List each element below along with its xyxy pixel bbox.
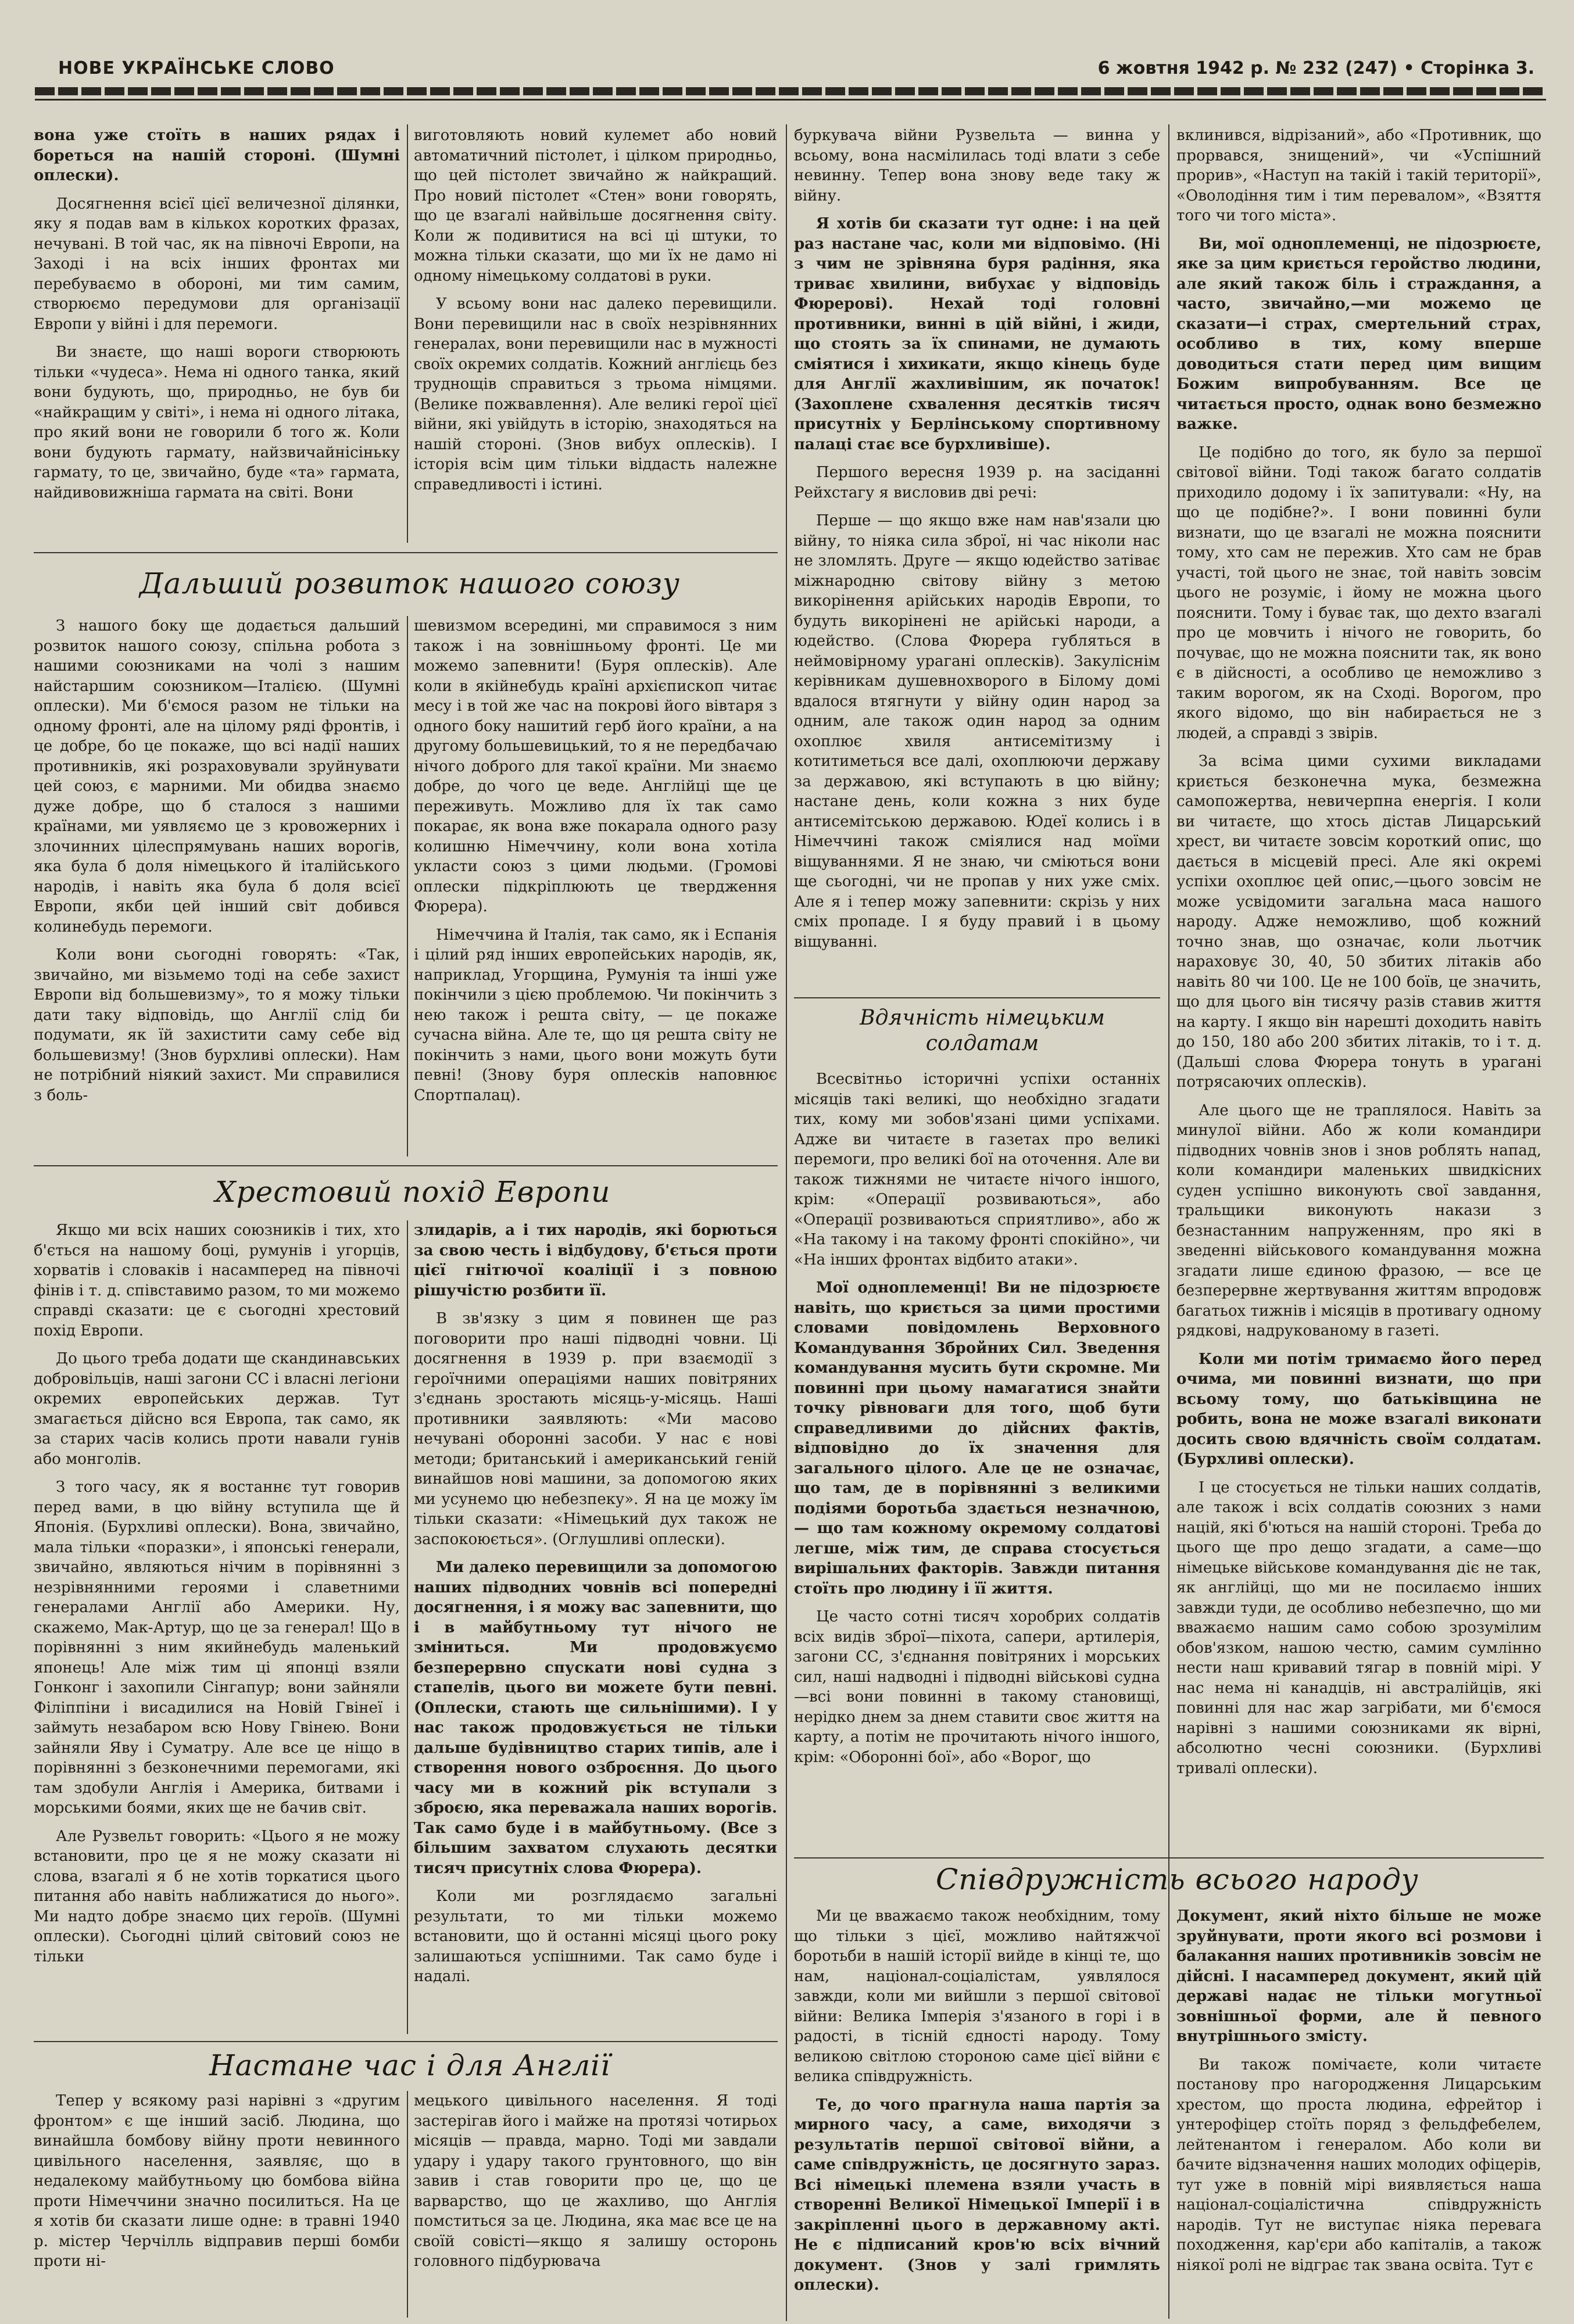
page-header [58, 53, 1534, 86]
headline-community: Співдружність всього народу [936, 1863, 1419, 1896]
paragraph: Ви також помічаєте, коли читаєте постанову про нагородження Лицарським хрестом, що проста людина, ефрейтор і унтерофіцер стоїть поряд з фельдфебелем, лейтенантом і генералом. Або коли ви бачите відзначення наших молодих офіцерів, тут уже в повній мірі виявляється наша націонал-соціалістична співдружність народів. Тут не виступає ніяка перевага походження, кар'єри або капіталів, а також ніякої ролі не відграє так звана освіта. Тут є [1176, 2056, 1541, 2274]
paragraph: У всьому вони нас далеко перевищили. Вони перевищили нас в своїх незрівнянних генералах, вони перевищили нас в мужності своїх окремих солдатів. Кожний англієць без труднощів справиться з трьома німцями. (Велике пожвавлення). Але великі герої цієї війни, які увійдуть в історію, знаходяться на нашій стороні. (Знов вибух оплесків). І історія всім цим тільки віддасть належне справедливості і істині. [414, 295, 777, 493]
paragraph: Якщо ми всіх наших союзників і тих, хто б'ється на нашому боці, румунів і угорців, хорватів і словаків і насамперед на півночі фінів і т. д. співставимо разом, то ми можемо справді сказати: це є сьогодні хрестовий похід Европи. [34, 1222, 400, 1340]
headline-union: Дальший розвиток нашого союзу [139, 567, 681, 600]
paragraph: Я хотів би сказати тут одне: і на цей раз настане час, коли ми відповімо. (Ні з чим не зрівняна буря радіння, яка триває хвилини, вибухає у відповідь Фюрерові). Нехай тоді головні противники, винні в цій війні, і жиди, що стоять за їх спинами, не думають сміятися і хихикати, якщо кінець буде для Англії жахливішим, як початок! (Захоплене схвалення десятків тисяч присутніх у Берлінському спортивному палаці стає все бурхливіше). [794, 215, 1160, 453]
paragraph: Німеччина й Італія, так само, як і Еспанія і цілий ряд інших европейських народів, як, наприклад, Угорщина, Румунія та інші уже покінчили з цією проблемою. Чи покінчить з нею також і решта світу, — це покаже сучасна війна. Але те, що ця решта світу не покінчить з нами, цього вони можуть бути певні! (Знову буря оплесків наповнює Спортпалац). [414, 926, 777, 1104]
england-column-1 [34, 2091, 400, 2318]
union-column-2 [414, 616, 777, 1156]
dateline: 6 жовтня 1942 р. № 232 (247) • Сторінка 3. [1097, 58, 1534, 78]
section-rule [794, 997, 1160, 998]
paragraph: Коли ми потім тримаємо його перед очима, ми повинні визнати, що при всьому тому, що батьківщина не робить, вона не може взагалі виконати досить свою вдячність своїм солдатам. (Бурхливі оплески). [1176, 1350, 1541, 1468]
section-rule [794, 1857, 1544, 1859]
paragraph: За всіма цими сухими викладами криється безконечна мука, безмежна самопожертва, невичерпна енергія. І коли ви читаєте, що хтось дістав Лицарський хрест, ви читаєте зовсім короткий опис, що дається в місцевій пресі. Але які окремі успіхи охоплює цей опис,—цього зовсім не може усвідомити загальна маса нашого народу. Адже неможливо, щоб кожний точно знав, що означає, коли льотчик нараховує 30, 40, 50 збитих літаків або навіть 80 чи 100. Це не 100 боїв, це значить, що для цього він тисячу разів ставив життя на карту. І якщо він нарешті доходить навіть до 150, 180 або 200 збитих літаків, то і т. д. (Дальші слова Фюрера тонуть в урагані потрясаючих оплесків). [1176, 753, 1541, 1091]
section-rule [34, 2041, 778, 2042]
paragraph: Мої одноплеменці! Ви не підозрюєте навіть, що криється за цими простими словами повідомлень Верховного Командування Збройних Сил. Зведення командування мусить бути скромне. Ми повинні при цьому намагатися знайти точку рівноваги для того, щоб бути справедливими до дійсних фактів, відповідно до їх значення для загального цілого. Але це не означає, що там, де в порівнянні з великими подіями боротьба здається незначною, — що там кожному окремому солдатові легше, між тим, де справа стосується вирішальних факторів. Завжди питання стоїть про людину і її життя. [794, 1279, 1160, 1598]
headline-crusade: Хрестовий похід Европи [215, 1175, 611, 1209]
header-rule [35, 87, 1546, 95]
paragraph: Ми це вважаємо також необхідним, тому що тільки з цієї, можливо найтяжчої боротьби в нашій історії вийде в кінці те, що нам, націонал-соціалістам, уявлялося завжди, коли ми вийшли з першої світової війни: Велика Імперія з'язаного в горі і в радості, в тісній єдності народу. Тому великою світлою стороною саме цієї війни є велика співдружність. [794, 1907, 1160, 2085]
section-rule [34, 1165, 778, 1166]
community-column-1 [794, 1906, 1160, 2319]
paragraph: Це часто сотні тисяч хоробрих солдатів всіх видів зброї—піхота, сапери, артилерія, загони СС, з'єднання повітряних і морських сил, наші надводні і підводні військові судна—всі вони повинні в такому становищі, нерідко днем за днем ставити своє життя на карту, а потім не прочитають нічого іншого, крім: «Оборонні бої», або «Ворог, що [794, 1608, 1160, 1766]
top-column-3 [794, 126, 1160, 991]
paragraph: Те, до чого прагнула наша партія за мирного часу, а саме, виходячи з результатів першої світової війни, а саме співдружність, це досягнуто зараз. Всі німецькі племена взяли участь в створенні Великої Німецької Імперії і в закріпленні цього в державному акті. Не є підписаний кров'ю всіх вічний документ. (Знов у залі гримлять оплески). [794, 2096, 1160, 2294]
paragraph: Документ, який ніхто більше не може зруйнувати, проти якого всі розмови і балакання наших противників зовсім не дійсні. І насамперед документ, який цій державі надає не тільки могутньої зовнішньої форми, але й певного внутрішнього змісту. [1176, 1907, 1541, 2045]
soldiers-column [794, 1069, 1160, 1865]
paragraph: І це стосується не тільки наших солдатів, але також і всіх солдатів союзних з нами націй, які б'ються на нашій стороні. Треба до цього ще про дещо згадати, а саме—що німецьке військове командування діє не так, як англійці, що ми не посилаємо інших завжди туди, де особливо небезпечно, що ми вважаємо нашим само собою зрозумілим обов'язком, нашою честю, самим сумлінно нести наш кривавий тягар в повній мірі. У нас нема ні канадців, ні австралійців, які повинні для нас жар загрібати, ми б'ємося нарівні з нашими союзниками як вірні, абсолютно чесні союзники. (Бурхливі тривалі оплески). [1176, 1478, 1541, 1777]
paragraph: вона уже стоїть в наших рядах і бореться на нашій стороні. (Шумні оплески). [34, 127, 400, 184]
paragraph: З нашого боку ще додається дальший розвиток нашого союзу, спільна робота з нашими союзниками на чолі з нашим найстаршим союзником—Італією. (Шумні оплески). Ми б'ємося разом не тільки на одному фронті, але на цілому ряді фронтів, і це добре, бо це покаже, що всі надії наших противників, які розраховували зруйнувати цей союз, є марними. Ми обидва знаємо дуже добре, що б сталося з нашими країнами, ми уявляємо це з кровожерних і злочинних цілеспрямувань наших ворогів, яка була б доля німецького й італійського народів, і навіть яка була б доля всієї Европи, якби цей інший світ добився колинебудь перемоги. [34, 617, 400, 936]
paragraph: Першого вересня 1939 р. на засіданні Рейхстагу я висловив дві речі: [794, 464, 1160, 502]
column-divider [786, 124, 787, 2321]
paragraph: В зв'язку з цим я повинен ще раз поговорити про наші підводні човни. Ці досягнення в 1939 р. при взаємодії з героїчними операціями наших повітряних з'єднань зростають місяць-у-місяць. Наші противники заявляють: «Ми масово нечувані оборонні засоби. У нас є нові методи; британський і американський геній винайшов нові машини, за допомогою яких ми усунемо цю небезпеку». Я на це можу їм тільки сказати: «Німецький дух також не заспокоюється». (Оглушливі оплески). [414, 1310, 777, 1548]
paragraph: До цього треба додати ще скандинавських добровільців, наші загони СС і власні легіони окремих европейських держав. Тут змагається дійсно вся Европа, так само, як за старих часів колись проти навали гунів або монголів. [34, 1350, 400, 1468]
paragraph: Коли вони сьогодні говорять: «Так, звичайно, ми візьмемо тоді на себе захист Европи від большевизму», то я можу тільки дати таку відповідь, що Англії слід би подумати, як їй захистити саму себе від большевизму! (Знов бурхливі оплески). Нам не потрібний ніякий захист. Ми справилися з боль- [34, 946, 400, 1104]
masthead: НОВЕ УКРАЇНСЬКЕ СЛОВО [58, 58, 335, 78]
paragraph: Це подібно до того, як було за першої світової війни. Тоді також багато солдатів приходило додому і їх запитували: «Ну, на що це подібне?». І вони повинні були визнати, що це взагалі не можна пояснити тому, хто сам не пережив. Хто сам не брав участі, той цього не знає, той навіть зовсім цього не розуміє, і йому не можна цього пояснити. Тому і буває так, що дехто взагалі про це мовчить і нічого не говорить, бо почуває, що не можна пояснити так, як воно є в дійсності, а особливо це неможливо з таким ворогом, як на Сході. Ворогом, про якого відомо, що він набирається не з людей, а справді з звірів. [1176, 443, 1541, 742]
paragraph: буркувача війни Рузвельта — винна у всьому, вона насмілилась тоді влати з себе невинну. Тепер вона знову веде таку ж війну. [794, 127, 1160, 205]
paragraph: злидарів, а і тих народів, які борються за свою честь і відбудову, б'ється проти цієї гнітючої коаліції і з повною рішучістю розбити її. [414, 1222, 777, 1299]
top-column-2 [414, 126, 777, 541]
paragraph: З того часу, як я востаннє тут говорив перед вами, в цю війну вступила ще й Японія. (Бурхливі оплески). Вона, звичайно, мала тільки «поразки», і японські генерали, звичайно, являються нічим в порівнянні з незрівнянними героями і славетними генералами Англії або Америки. Ну, скажемо, Мак-Артур, що це за генерал! Що в порівнянні з ним якийнебудь маленький японець! Але між тим ці японці взяли Гонконг і захопили Сінгапур; вони зайняли Філіппіни і висадилися на Новій Гвінеї і займуть незабаром всю Нову Гвінею. Вони зайняли Яву і Суматру. Але все це ніщо в порівнянні з безконечними перемогами, які там здобули Англія і Америка, битвами і морськими боями, яких ще не бачив світ. [34, 1478, 400, 1817]
column-divider [407, 2091, 408, 2318]
header-rule-thin [35, 99, 1546, 101]
headline-england: Настане час і для Англії [209, 2049, 611, 2082]
paragraph: Всесвітньо історичні успіхи останніх місяців такі великі, що необхідно згадати тих, кому ми зобов'язані цими успіхами. Адже ви читаєте в газетах про великі перемоги, про великі бої на оточення. Але ви також тижнями не читаєте нічого іншого, крім: «Операції розвиваються», або «Операції розвиваються сприятливо», або ж «На такому і на такому фронті спокійно», чи «На інших фронтах відбито атаки». [794, 1070, 1160, 1269]
union-column-1 [34, 616, 400, 1156]
paragraph: вклинився, відрізаний», або «Противник, що прорвався, знищений», чи «Успішний прорив», «Наступ на такій і такій території», «Оволодіння тим і тим перевалом», «Взяття того чи того міста». [1176, 127, 1541, 224]
paragraph: Тепер у всякому разі нарівні з «другим фронтом» є ще інший засіб. Людина, що винайшла бомбову війну проти невинного цивільного населення, заявляє, що в недалекому майбутньому цю бомбова війна проти Німеччини значно посилиться. На це я хотів би сказати лише одне: в травні 1940 р. містер Черчілль відправив перші бомби проти ні- [34, 2092, 400, 2270]
column-divider [1168, 124, 1169, 1949]
england-column-2 [414, 2091, 777, 2318]
paragraph: мецького цивільного населення. Я тоді застерігав його і майже на протязі чотирьох місяців — правда, марно. Тоді ми завдали удару і удару такого грунтовного, що він завив і став говорити про це, що це варварство, що це жахливо, що Англія помститься за це. Людина, яка має все це на своїй совісті—якщо я залишу осторонь головного підбурювача [414, 2092, 777, 2270]
crusade-column-1 [34, 1220, 400, 2034]
community-column-2 [1176, 1906, 1541, 2319]
paragraph: Коли ми розглядаємо загальні результати, то ми тільки можемо встановити, що й останні місяці цього року залишаються успішними. Так само буде і надалі. [414, 1888, 777, 1985]
top-column-4 [1176, 126, 1541, 1950]
paragraph: Ми далеко перевищили за допомогою наших підводних човнів всі попередні досягнення, і я можу вас запевнити, що і в майбутньому тут нічого не зміниться. Ми продовжуємо безперервно спускати нові судна з стапелів, цього ви можете бути певні. (Оплески, стають ще сильнішими). І у нас також продовжується не тільки дальше будівництво старих типів, але і створення нового озброєння. До цього часу ми в кожний рік вступали з зброєю, яка переважала наших ворогів. Так само буде і в майбутньому. (Все з більшим захватом слухають десятки тисяч присутніх слова Фюрера). [414, 1559, 777, 1877]
column-divider [1168, 1906, 1169, 2319]
paragraph: виготовляють новий кулемет або новий автоматичний пістолет, і цілком природньо, що цей пістолет звичайно ж найкращий. Про новий пістолет «Стен» вони говорять, що це взагалі найвільше досягнення світу. Коли ж подивитися на всі ці штуки, то можна тільки сказати, що ми їх не дамо ні одному німецькому солдатові в руки. [414, 127, 777, 285]
column-divider [407, 1220, 408, 2034]
paragraph: Але Рузвельт говорить: «Цього я не можу встановити, про це я не можу сказати ні слова, взагалі я б не хотів торкатися цього питання або навіть наближатися до нього». Ми надто добре знаємо цих героїв. (Шумні оплески). Сьогодні цілий світовий союз не тільки [34, 1827, 400, 1965]
crusade-column-2 [414, 1220, 777, 2034]
section-rule [34, 552, 778, 553]
paragraph: Перше — що якщо вже нам нав'язали цю війну, то ніяка сила зброї, ні час ніколи нас не зломлять. Друге — якщо юдейство затіває міжнародню світову війну з метою викорінення арійських народів Европи, то будуть викорінені не арійські народи, а юдейство. (Слова Фюрера губляться в неймовірному урагані оплесків). Закуліснім керівникам душевнохворого в Білому домі вдалося втягнути у війну один народ за одним, але також один народ за одним охоплює хвиля антисемітизму і котитиметься все далі, охоплюючи державу за державою, які вступають в цю війну; настане день, коли кожна з них буде антисемітською державою. Юдеї колись і в Німеччині також сміялися над моїми віщуваннями. Я не знаю, чи сміються вони ще сьогодні, чи не пропав у них уже сміх. Але я і тепер можу запевнити: скрізь у них сміх пропаде. І я буду правий і в цьому віщуванні. [794, 512, 1160, 951]
paragraph: Але цього ще не траплялося. Навіть за минулої війни. Або ж коли командири підводних човнів знов і знов роблять напад, коли командири маленьких швидкісних суден успішно виконують свої завдання, тральщики виконують накази з безнастанним напруженням, про які в зведенні військового командування можна згадати лише єдиною фразою, — все це безперервне жертвування життям впродовж багатьох тижнів і місяців в противагу одному рядкові, надрукованому в газеті. [1176, 1101, 1541, 1340]
headline-soldiers: Вдячність німецьким солдатам [860, 1006, 1105, 1055]
paragraph: Досягнення всієї цієї величезної ділянки, яку я подав вам в кількох коротких фразах, нечувані. В той час, як на півночі Европи, на Заході і на всіх інших фронтах ми перебуваємо в обороні, ми тим самим, створюємо передумови для організації Европи у війні і для перемоги. [34, 195, 400, 333]
column-divider [407, 616, 408, 1156]
paragraph: шевизмом всередині, ми справимося з ним також і на зовнішньому фронті. Це ми можемо запевнити! (Буря оплесків). Але коли в якійнебудь країні архієпископ читає месу і в той же час на покрові його вівтаря з одного боку нашитий герб його країни, а на другому большевицький, то я не передбачаю нічого доброго для такої країни. Ми знаємо добре, до чого це веде. Англійці ще це переживуть. Можливо для їх так само покарає, як вона вже покарала одного разу колишню Німеччину, коли вона хотіла укласти союз з цими людьми. (Громові оплески підкріплюють це твердження Фюрера). [414, 617, 777, 915]
paragraph: Ви, мої одноплеменці, не підозрюєте, яке за цим криється геройство людини, але який також біль і страждання, а часто, звичайно,—ми можемо це сказати—і страх, смертельний страх, особливо в тих, кому вперше доводиться стати перед цим вищим Божим випробуванням. Все це читається просто, однак воно безмежно важке. [1176, 235, 1541, 433]
top-column-1 [34, 126, 400, 541]
column-divider [407, 124, 408, 543]
paragraph: Ви знаєте, що наші вороги створюють тільки «чудеса». Нема ні одного танка, який вони будують, що, природньо, не був би «найкращим у світі», і нема ні одного літака, про який вони не говорили б того ж. Коли вони будують гармату, найзвичайнісіньку гармату, то це, звичайно, буде «та» гармата, найдивовижніша гармата на світі. Вони [34, 343, 400, 502]
